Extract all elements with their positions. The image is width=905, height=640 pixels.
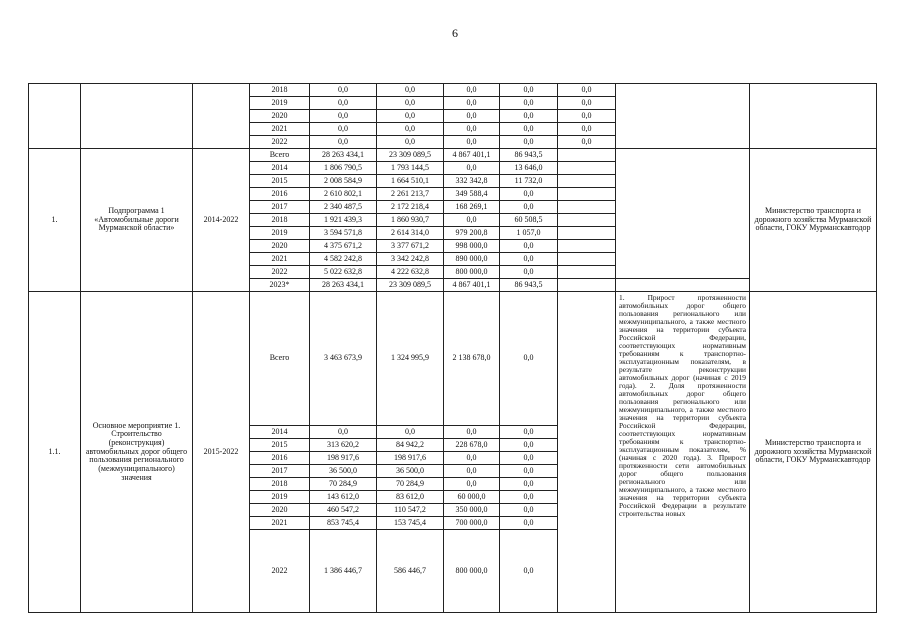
value-cell: 0,0 bbox=[444, 97, 500, 110]
value-cell: 0,0 bbox=[500, 452, 558, 465]
value-cell: 890 000,0 bbox=[444, 253, 500, 266]
year-cell: 2018 bbox=[250, 84, 310, 97]
empty-cell bbox=[558, 292, 616, 613]
value-cell: 3 463 673,9 bbox=[310, 292, 377, 426]
value-cell: 0,0 bbox=[500, 201, 558, 214]
value-cell: 1 793 144,5 bbox=[377, 162, 444, 175]
measure-period: 2015-2022 bbox=[193, 292, 250, 613]
value-cell: 0,0 bbox=[377, 136, 444, 149]
year-cell: 2014 bbox=[250, 162, 310, 175]
value-cell: 1 324 995,9 bbox=[377, 292, 444, 426]
value-cell: 0,0 bbox=[444, 110, 500, 123]
value-cell: 0,0 bbox=[500, 97, 558, 110]
value-cell: 4 582 242,8 bbox=[310, 253, 377, 266]
year-cell: 2023* bbox=[250, 279, 310, 292]
value-cell bbox=[558, 240, 616, 253]
value-cell: 13 646,0 bbox=[500, 162, 558, 175]
value-cell: 23 309 089,5 bbox=[377, 279, 444, 292]
subprogram-name: Подпрограмма 1 «Автомобильные дороги Мурманской области» bbox=[81, 149, 193, 292]
value-cell: 228 678,0 bbox=[444, 439, 500, 452]
value-cell: 198 917,6 bbox=[310, 452, 377, 465]
value-cell: 0,0 bbox=[444, 214, 500, 227]
value-cell: 2 610 802,1 bbox=[310, 188, 377, 201]
year-cell: Всего bbox=[250, 292, 310, 426]
value-cell: 70 284,9 bbox=[310, 478, 377, 491]
year-cell: 2017 bbox=[250, 465, 310, 478]
year-cell: 2020 bbox=[250, 240, 310, 253]
value-cell: 36 500,0 bbox=[310, 465, 377, 478]
budget-table bbox=[28, 83, 877, 613]
value-cell: 0,0 bbox=[310, 110, 377, 123]
value-cell: 0,0 bbox=[500, 292, 558, 426]
value-cell: 0,0 bbox=[310, 136, 377, 149]
value-cell bbox=[558, 162, 616, 175]
value-cell: 28 263 434,1 bbox=[310, 279, 377, 292]
value-cell: 2 172 218,4 bbox=[377, 201, 444, 214]
year-cell: Всего bbox=[250, 149, 310, 162]
value-cell: 0,0 bbox=[500, 439, 558, 452]
value-cell: 332 342,8 bbox=[444, 175, 500, 188]
value-cell bbox=[558, 279, 616, 292]
value-cell: 84 942,2 bbox=[377, 439, 444, 452]
value-cell: 1 057,0 bbox=[500, 227, 558, 240]
table-row bbox=[29, 84, 877, 97]
value-cell: 168 269,1 bbox=[444, 201, 500, 214]
subprogram-number: 1. bbox=[29, 149, 81, 292]
year-cell: 2020 bbox=[250, 504, 310, 517]
measure-executor: Министерство транспорта и дорожного хозяйства Мурманской области, ГОКУ Мурманскавтодор bbox=[750, 292, 877, 613]
year-cell: 2022 bbox=[250, 530, 310, 613]
year-cell: 2015 bbox=[250, 175, 310, 188]
value-cell: 979 200,8 bbox=[444, 227, 500, 240]
year-cell: 2016 bbox=[250, 452, 310, 465]
value-cell: 0,0 bbox=[500, 517, 558, 530]
value-cell: 0,0 bbox=[444, 452, 500, 465]
value-cell: 1 664 510,1 bbox=[377, 175, 444, 188]
value-cell: 586 446,7 bbox=[377, 530, 444, 613]
year-cell: 2015 bbox=[250, 439, 310, 452]
page-number: 6 bbox=[452, 26, 458, 40]
value-cell: 2 261 213,7 bbox=[377, 188, 444, 201]
value-cell: 86 943,5 bbox=[500, 279, 558, 292]
value-cell: 0,0 bbox=[377, 84, 444, 97]
value-cell bbox=[558, 227, 616, 240]
value-cell: 0,0 bbox=[558, 97, 616, 110]
value-cell: 0,0 bbox=[444, 426, 500, 439]
value-cell: 800 000,0 bbox=[444, 530, 500, 613]
value-cell: 0,0 bbox=[444, 465, 500, 478]
year-cell: 2019 bbox=[250, 97, 310, 110]
value-cell: 0,0 bbox=[444, 136, 500, 149]
value-cell: 349 588,4 bbox=[444, 188, 500, 201]
table-row bbox=[29, 149, 877, 162]
value-cell: 0,0 bbox=[444, 162, 500, 175]
value-cell: 0,0 bbox=[500, 530, 558, 613]
value-cell: 36 500,0 bbox=[377, 465, 444, 478]
value-cell: 0,0 bbox=[377, 97, 444, 110]
value-cell: 3 377 671,2 bbox=[377, 240, 444, 253]
year-cell: 2019 bbox=[250, 227, 310, 240]
value-cell: 2 340 487,5 bbox=[310, 201, 377, 214]
value-cell: 0,0 bbox=[500, 253, 558, 266]
value-cell: 60 000,0 bbox=[444, 491, 500, 504]
value-cell: 83 612,0 bbox=[377, 491, 444, 504]
value-cell bbox=[558, 149, 616, 162]
value-cell: 198 917,6 bbox=[377, 452, 444, 465]
value-cell: 0,0 bbox=[500, 188, 558, 201]
indicators-cell bbox=[616, 84, 750, 149]
value-cell: 2 138 678,0 bbox=[444, 292, 500, 426]
indicators-cell bbox=[616, 149, 750, 279]
value-cell: 0,0 bbox=[310, 84, 377, 97]
value-cell: 700 000,0 bbox=[444, 517, 500, 530]
year-cell: 2018 bbox=[250, 214, 310, 227]
value-cell: 0,0 bbox=[500, 478, 558, 491]
value-cell: 313 620,2 bbox=[310, 439, 377, 452]
value-cell: 0,0 bbox=[310, 426, 377, 439]
value-cell: 0,0 bbox=[500, 110, 558, 123]
value-cell: 60 508,5 bbox=[500, 214, 558, 227]
year-cell: 2022 bbox=[250, 136, 310, 149]
value-cell: 86 943,5 bbox=[500, 149, 558, 162]
executor-cell bbox=[750, 84, 877, 149]
value-cell bbox=[558, 253, 616, 266]
value-cell: 0,0 bbox=[500, 266, 558, 279]
value-cell: 2 008 584,9 bbox=[310, 175, 377, 188]
value-cell: 110 547,2 bbox=[377, 504, 444, 517]
value-cell: 11 732,0 bbox=[500, 175, 558, 188]
measure-number: 1.1. bbox=[29, 292, 81, 613]
value-cell bbox=[558, 188, 616, 201]
value-cell bbox=[558, 175, 616, 188]
value-cell: 28 263 434,1 bbox=[310, 149, 377, 162]
value-cell: 350 000,0 bbox=[444, 504, 500, 517]
value-cell: 0,0 bbox=[377, 110, 444, 123]
value-cell: 70 284,9 bbox=[377, 478, 444, 491]
value-cell: 0,0 bbox=[500, 240, 558, 253]
value-cell: 853 745,4 bbox=[310, 517, 377, 530]
value-cell: 0,0 bbox=[558, 110, 616, 123]
subprogram-period: 2014-2022 bbox=[193, 149, 250, 292]
value-cell: 0,0 bbox=[444, 84, 500, 97]
value-cell: 4 867 401,1 bbox=[444, 279, 500, 292]
value-cell: 1 386 446,7 bbox=[310, 530, 377, 613]
value-cell: 2 614 314,0 bbox=[377, 227, 444, 240]
name-cell bbox=[81, 84, 193, 149]
value-cell: 460 547,2 bbox=[310, 504, 377, 517]
measure-name: Основное мероприятие 1. Строительство (реконструкция) автомобильных дорог общего пользования регионального (межмуниципального) значения bbox=[81, 292, 193, 613]
value-cell: 4 222 632,8 bbox=[377, 266, 444, 279]
value-cell: 0,0 bbox=[377, 426, 444, 439]
value-cell: 4 375 671,2 bbox=[310, 240, 377, 253]
value-cell: 0,0 bbox=[500, 84, 558, 97]
value-cell: 0,0 bbox=[500, 504, 558, 517]
value-cell: 0,0 bbox=[558, 123, 616, 136]
value-cell: 1 860 930,7 bbox=[377, 214, 444, 227]
value-cell: 3 342 242,8 bbox=[377, 253, 444, 266]
table-row bbox=[29, 292, 877, 426]
year-cell: 2019 bbox=[250, 491, 310, 504]
year-cell: 2018 bbox=[250, 478, 310, 491]
value-cell: 0,0 bbox=[310, 123, 377, 136]
value-cell bbox=[558, 214, 616, 227]
year-cell: 2021 bbox=[250, 253, 310, 266]
year-cell: 2021 bbox=[250, 517, 310, 530]
value-cell: 5 022 632,8 bbox=[310, 266, 377, 279]
value-cell bbox=[558, 201, 616, 214]
value-cell: 0,0 bbox=[500, 123, 558, 136]
value-cell: 0,0 bbox=[500, 465, 558, 478]
value-cell: 0,0 bbox=[558, 84, 616, 97]
value-cell: 0,0 bbox=[444, 478, 500, 491]
subprogram-executor: Министерство транспорта и дорожного хозяйства Мурманской области, ГОКУ Мурманскавтодор bbox=[750, 149, 877, 292]
measure-indicators: 1. Прирост протяженности автомобильных дорог общего пользования регионального или межмуниципального, а также местного значения на территории субъекта Российской Федерации, соответствующих нормативным требованиям к транспортно-эксплуатационным показателям, в результате реконструкции автомобильных дорог (начиная с 2019 года). 2. Доля протяженности автомобильных дорог общего пользования регионального или межмуниципального, а также местного значения на территории субъекта Российской Федерации, соответствующих нормативным требованиям к транспортно-эксплуатационным показателям, % (начиная с 2020 года). 3. Прирост протяженности сети автомобильных дорог общего пользования регионального или межмуниципального, а также местного значения на территории субъекта Российской Федерации в результате строительства новых bbox=[616, 292, 750, 613]
value-cell: 3 594 571,8 bbox=[310, 227, 377, 240]
year-cell: 2017 bbox=[250, 201, 310, 214]
value-cell: 23 309 089,5 bbox=[377, 149, 444, 162]
year-cell: 2016 bbox=[250, 188, 310, 201]
value-cell: 0,0 bbox=[500, 136, 558, 149]
year-cell: 2014 bbox=[250, 426, 310, 439]
year-cell: 2022 bbox=[250, 266, 310, 279]
value-cell: 998 000,0 bbox=[444, 240, 500, 253]
value-cell: 4 867 401,1 bbox=[444, 149, 500, 162]
period-cell bbox=[193, 84, 250, 149]
value-cell: 1 921 439,3 bbox=[310, 214, 377, 227]
value-cell: 800 000,0 bbox=[444, 266, 500, 279]
value-cell: 0,0 bbox=[377, 123, 444, 136]
value-cell: 0,0 bbox=[444, 123, 500, 136]
year-cell: 2021 bbox=[250, 123, 310, 136]
year-cell: 2020 bbox=[250, 110, 310, 123]
value-cell: 153 745,4 bbox=[377, 517, 444, 530]
value-cell: 0,0 bbox=[500, 491, 558, 504]
num-cell bbox=[29, 84, 81, 149]
value-cell: 1 806 790,5 bbox=[310, 162, 377, 175]
value-cell: 0,0 bbox=[558, 136, 616, 149]
value-cell: 143 612,0 bbox=[310, 491, 377, 504]
value-cell bbox=[558, 266, 616, 279]
value-cell: 0,0 bbox=[310, 97, 377, 110]
value-cell: 0,0 bbox=[500, 426, 558, 439]
